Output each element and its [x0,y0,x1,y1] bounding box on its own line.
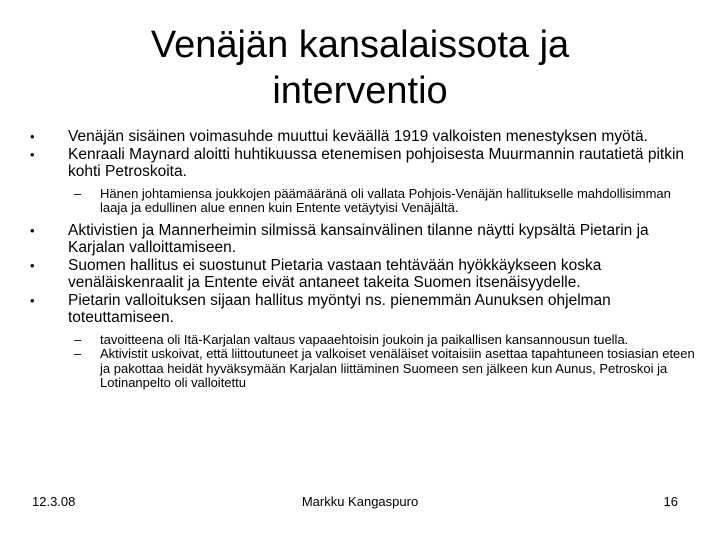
bullet-item [30,146,700,181]
bullet-item [30,222,700,257]
bullet-text: Suomen hallitus ei suostunut Pietaria vastaan tehtävään hyökkäykseen koska venäläiskenraalit ja Entente eivät antaneet takeita Suomen itsenäisyydelle. [68,256,602,291]
footer-page-number: 16 [663,494,678,509]
bullet-icon: • [30,292,35,308]
sub-bullet-text: tavoitteena oli Itä-Karjalan valtaus vapaaehtoisin joukoin ja paikallisen kansannousun tuella. [100,331,629,347]
bullet-icon: • [30,257,35,273]
sub-bullet-text: Hänen johtamiensa joukkojen päämääränä oli vallata Pohjois-Venäjän hallitukselle mahdollisimman laaja ja edullinen alue ennen kuin Entente vetäytyisi Venäjältä. [100,185,671,215]
slide-title [60,22,660,114]
dash-icon: – [74,331,82,347]
bullet-text: Aktivistien ja Mannerheimin silmissä kansainvälinen tilanne näytti kypsältä Pietarin ja Karjalan valloittamiseen. [68,221,649,256]
sub-bullet-item [30,347,700,391]
sub-bullet-item [30,187,700,216]
slide-body [30,128,700,391]
sub-bullet-item [30,333,700,348]
bullet-icon: • [30,146,35,162]
slide-title-line-2: interventio [272,70,448,112]
footer-date: 12.3.08 [32,494,76,509]
footer-author: Markku Kangaspuro [301,494,419,509]
bullet-text: Kenraali Maynard aloitti huhtikuussa etenemisen pohjoisesta Muurmannin rautatietä pitkin kohti Petroskoita. [68,145,685,180]
bullet-item [30,292,700,327]
slide-title-line-1: Venäjän kansalaissota ja [150,24,570,66]
dash-icon: – [74,346,82,361]
dash-icon: – [74,185,82,201]
bullet-text: Venäjän sisäinen voimasuhde muuttui keväällä 1919 valkoisten menestyksen myötä. [68,128,648,145]
bullet-text: Pietarin valloituksen sijaan hallitus myöntyi ns. pienemmän Aunuksen ohjelman toteuttamiseen. [68,291,611,326]
bullet-item [30,257,700,292]
bullet-icon: • [30,222,35,238]
bullet-icon: • [30,129,35,144]
sub-bullet-text: Aktivistit uskoivat, että liittoutuneet ja valkoiset venäläiset voitaisiin asettaa tapahtuneen tosiasian eteen ja pakottaa heidät hyväksymään Karjalan liittäminen Suomeen sen jälkeen kun Aunus, Petroskoi ja Lotinanpelto oli valloitettu [100,346,695,390]
bullet-item [30,128,700,146]
